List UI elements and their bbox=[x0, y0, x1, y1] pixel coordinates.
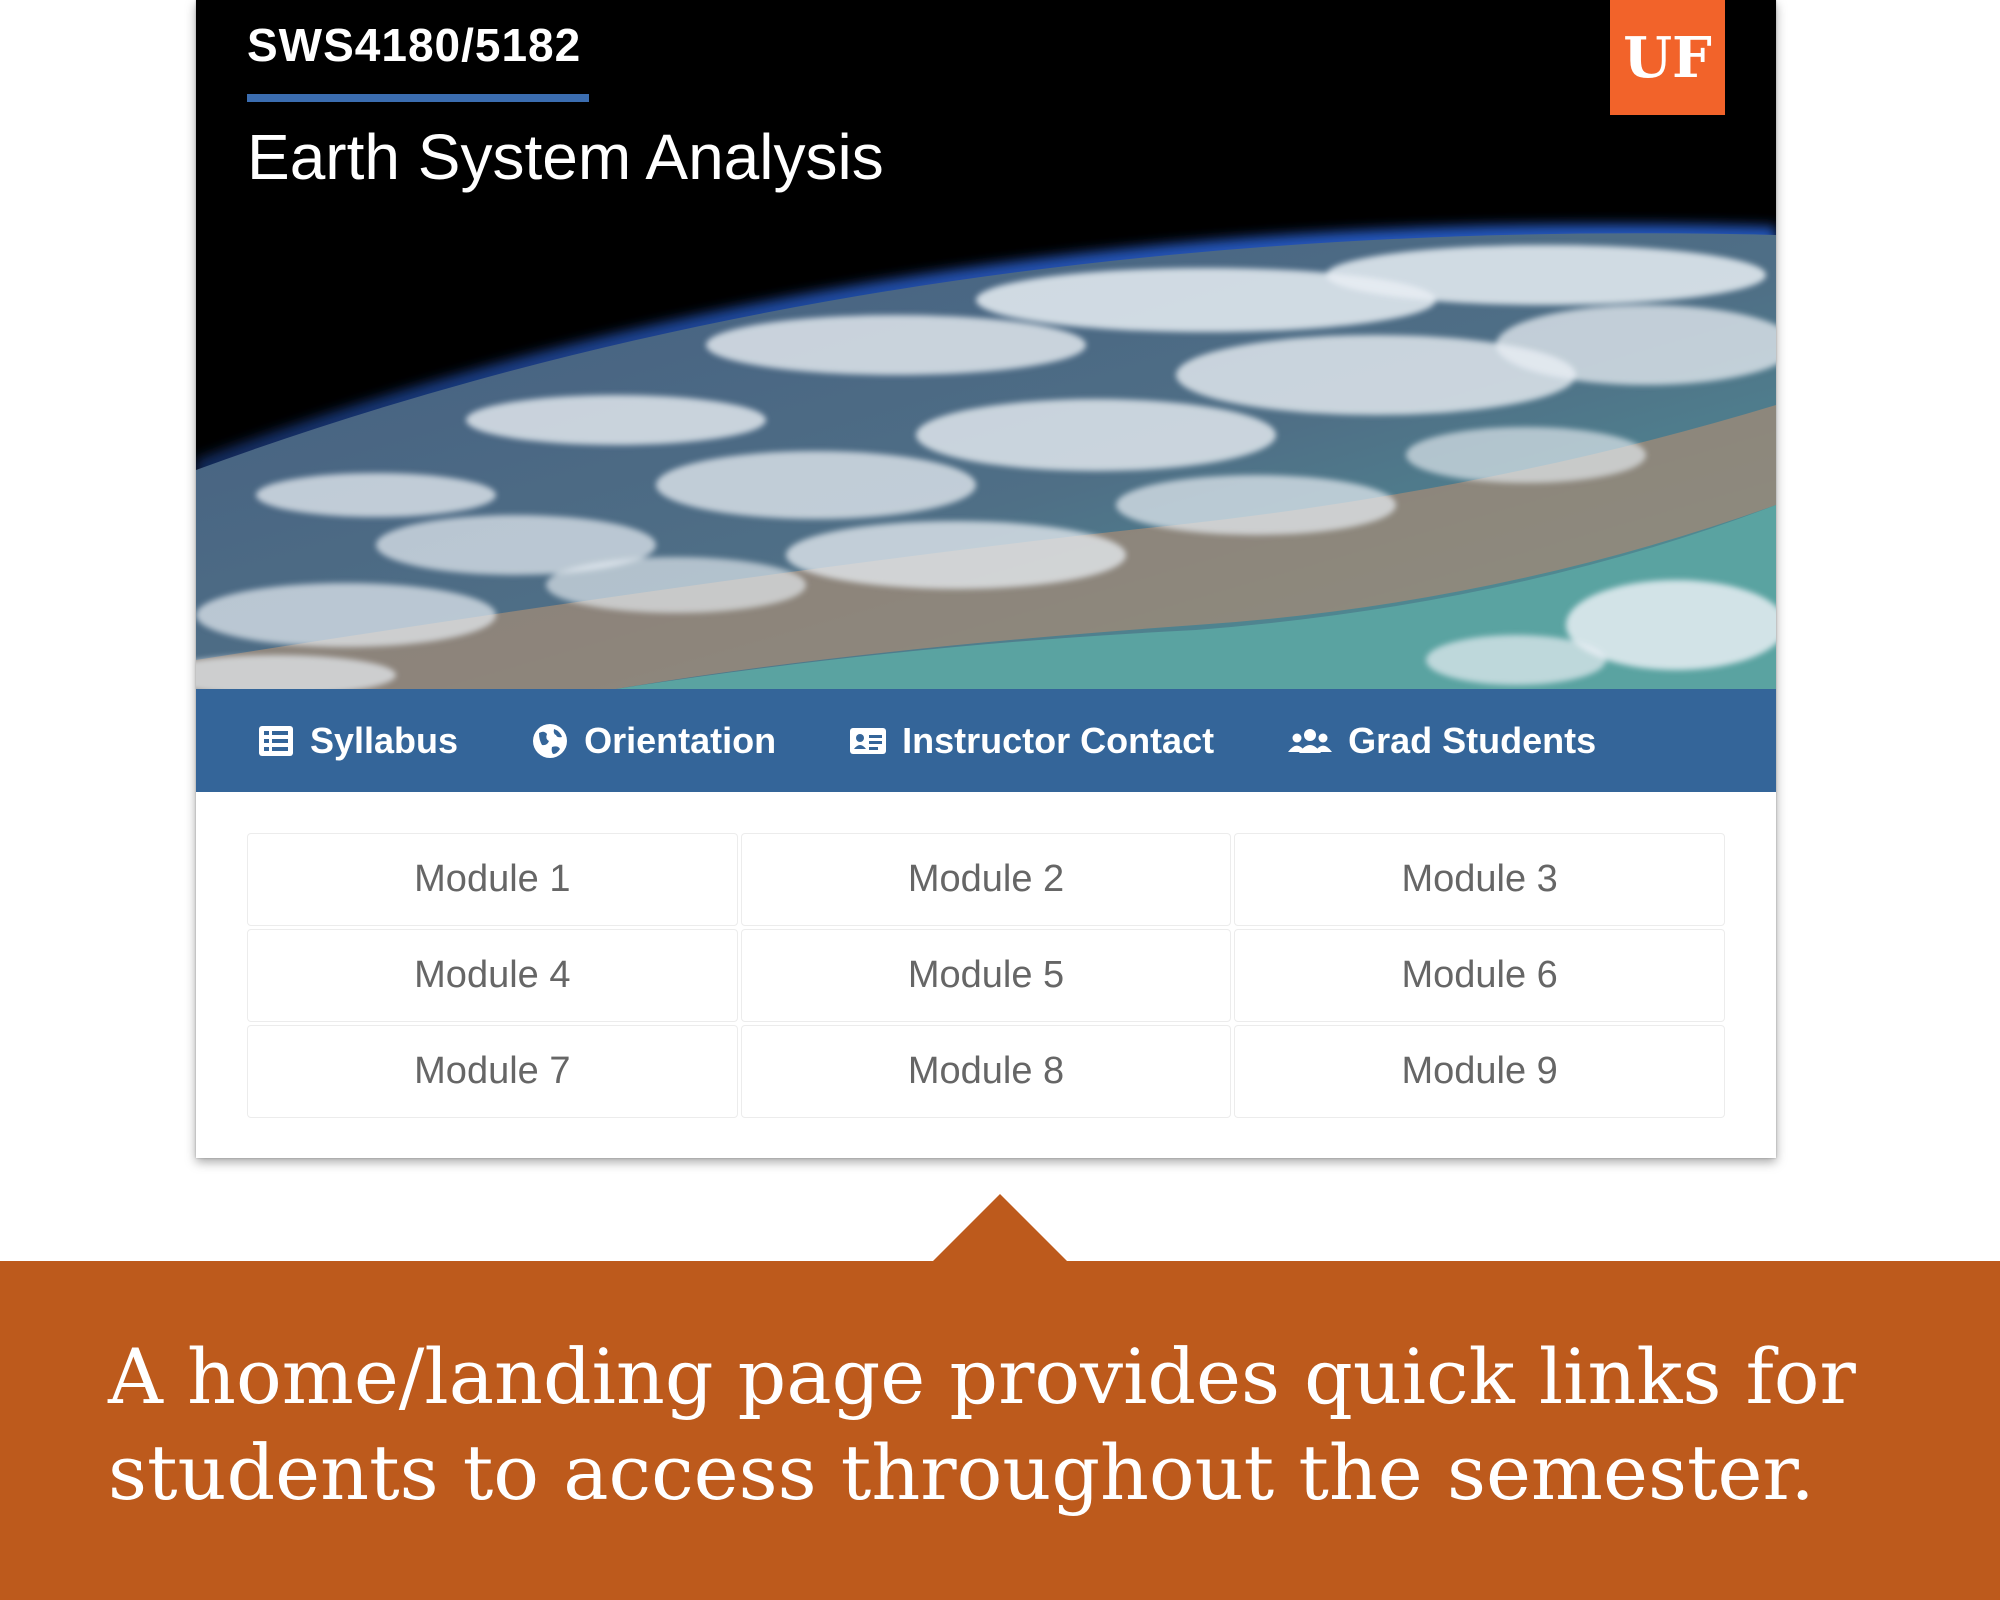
earth-hero-image bbox=[196, 205, 1776, 689]
course-header bbox=[196, 0, 1776, 205]
globe-icon bbox=[530, 721, 570, 761]
nav-instructor-contact[interactable] bbox=[848, 720, 1214, 762]
callout-pointer bbox=[932, 1194, 1068, 1262]
nav-instructor-contact-label: Instructor Contact bbox=[902, 719, 1215, 761]
nav-grad-students-label: Grad Students bbox=[1348, 719, 1597, 761]
course-code: SWS4180/5182 bbox=[247, 19, 582, 71]
nav-orientation-label: Orientation bbox=[584, 719, 777, 761]
module-1-button[interactable]: Module 1 bbox=[247, 833, 738, 926]
module-7-button[interactable]: Module 7 bbox=[247, 1025, 738, 1118]
caption-banner bbox=[0, 1261, 2000, 1600]
module-4-button[interactable]: Module 4 bbox=[247, 929, 738, 1022]
quick-links-nav bbox=[196, 689, 1776, 792]
course-home-card bbox=[196, 0, 1776, 1158]
caption-text: A home/landing page provides quick links for students to access throughout the semester. bbox=[108, 1332, 1856, 1517]
id-card-icon bbox=[848, 721, 888, 761]
modules-grid bbox=[247, 833, 1725, 1118]
list-icon bbox=[256, 721, 296, 761]
module-3-button[interactable]: Module 3 bbox=[1234, 833, 1725, 926]
nav-syllabus-label: Syllabus bbox=[310, 719, 459, 761]
uf-logo: UF bbox=[1610, 0, 1725, 115]
module-8-button[interactable]: Module 8 bbox=[741, 1025, 1232, 1118]
users-icon bbox=[1286, 721, 1334, 761]
module-9-button[interactable]: Module 9 bbox=[1234, 1025, 1725, 1118]
course-title: Earth System Analysis bbox=[247, 121, 884, 193]
module-2-button[interactable]: Module 2 bbox=[741, 833, 1232, 926]
module-6-button[interactable]: Module 6 bbox=[1234, 929, 1725, 1022]
course-code-underline bbox=[247, 94, 589, 102]
nav-orientation[interactable] bbox=[530, 720, 776, 762]
module-5-button[interactable]: Module 5 bbox=[741, 929, 1232, 1022]
nav-syllabus[interactable] bbox=[256, 720, 458, 762]
nav-grad-students[interactable] bbox=[1286, 720, 1596, 762]
